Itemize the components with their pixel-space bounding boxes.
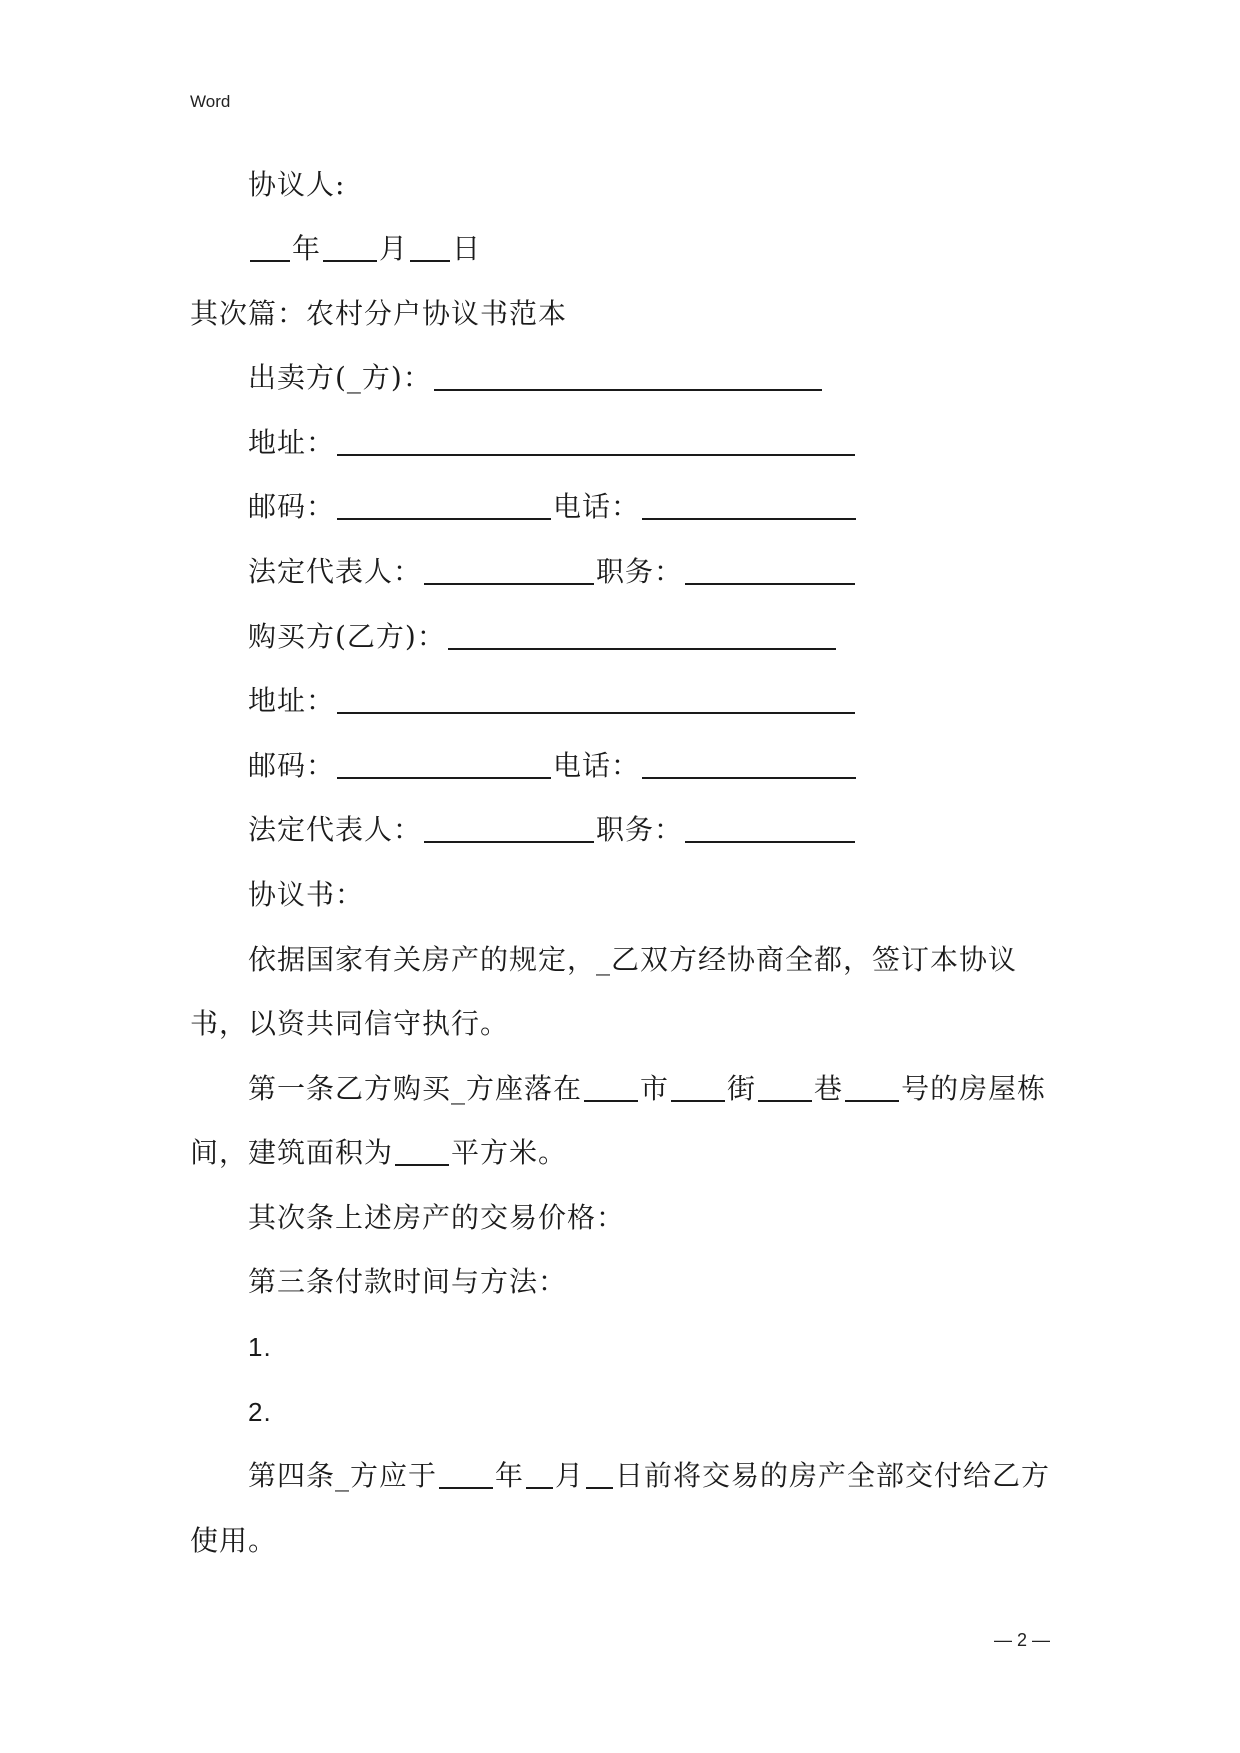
day-label: 日 [452, 232, 482, 265]
phone-blank-1 [642, 488, 856, 520]
article-1-pre: 第一条乙方购买_方座落在 [248, 1072, 583, 1105]
year-label: 年 [292, 232, 322, 265]
list-item-1: 1. [248, 1332, 272, 1362]
legal-rep-blank-1 [424, 553, 594, 585]
article-1-post: 号的房屋栋 [901, 1072, 1047, 1105]
month-label: 月 [379, 232, 409, 265]
article-4-line-2: 使用。 [190, 1524, 278, 1557]
address-label-1: 地址： [248, 426, 336, 459]
legal-rep-line-1 [248, 552, 857, 592]
legal-rep-label-2: 法定代表人： [248, 813, 423, 846]
buyer-line [248, 617, 838, 657]
city-label: 市 [640, 1072, 670, 1105]
address-line-1 [248, 423, 857, 463]
page-number: — 2 — [993, 1630, 1050, 1650]
day-blank [410, 230, 450, 262]
postcode-label-1: 邮码： [248, 490, 336, 523]
agreement-label: 协议书： [248, 878, 365, 911]
month-blank [323, 230, 377, 262]
deadline-year-blank [439, 1457, 493, 1489]
address-label-2: 地址： [248, 684, 336, 717]
position-blank-2 [685, 811, 855, 843]
address-blank-1 [337, 424, 855, 456]
postcode-phone-line-2 [248, 746, 858, 786]
header-label: Word [190, 92, 231, 111]
article-1-line-1 [248, 1069, 1046, 1109]
article-3: 第三条付款时间与方法： [248, 1265, 568, 1298]
position-label-1: 职务： [596, 555, 684, 588]
postcode-phone-line-1 [248, 487, 858, 527]
lane-blank [758, 1070, 812, 1102]
phone-blank-2 [642, 747, 856, 779]
street-label: 街 [727, 1072, 757, 1105]
deadline-year-label: 年 [495, 1459, 525, 1492]
lane-label: 巷 [814, 1072, 844, 1105]
street-blank [671, 1070, 725, 1102]
postcode-blank-1 [337, 488, 551, 520]
legal-rep-line-2 [248, 810, 857, 850]
deadline-day-blank [586, 1457, 613, 1489]
deadline-month-label: 月 [555, 1459, 585, 1492]
seller-label: 出卖方(_方)： [248, 361, 432, 394]
seller-line [248, 358, 824, 398]
buyer-label: 购买方(乙方)： [248, 620, 446, 653]
seller-blank [434, 359, 822, 391]
area-unit: 平方米。 [451, 1136, 568, 1169]
date-line [248, 229, 481, 269]
phone-label-2: 电话： [553, 749, 641, 782]
city-blank [584, 1070, 638, 1102]
paragraph-1-line-2: 书，以资共同信守执行。 [190, 1007, 510, 1040]
area-blank [395, 1134, 449, 1166]
position-label-2: 职务： [596, 813, 684, 846]
legal-rep-label-1: 法定代表人： [248, 555, 423, 588]
list-item-2: 2. [248, 1397, 272, 1427]
article-2: 其次条上述房产的交易价格： [248, 1201, 626, 1234]
year-blank [250, 230, 290, 262]
signer-line [248, 165, 345, 205]
position-blank-1 [685, 553, 855, 585]
paragraph-1-line-1: 依据国家有关房产的规定，_乙双方经协商全都，签订本协议 [248, 943, 1018, 976]
section-title: 其次篇：农村分户协议书范本 [190, 297, 568, 330]
article-4-line-1 [248, 1456, 1050, 1496]
address-line-2 [248, 681, 857, 721]
signer-label: 协议人: [248, 168, 346, 201]
postcode-label-2: 邮码： [248, 749, 336, 782]
postcode-blank-2 [337, 747, 551, 779]
article-4-post: 日前将交易的房产全部交付给乙方 [615, 1459, 1051, 1492]
buyer-blank [448, 618, 836, 650]
deadline-month-blank [526, 1457, 553, 1489]
phone-label-1: 电话： [553, 490, 641, 523]
number-blank [845, 1070, 899, 1102]
article-4-pre: 第四条_方应于 [248, 1459, 438, 1492]
address-blank-2 [337, 682, 855, 714]
legal-rep-blank-2 [424, 811, 594, 843]
article-1-line-2 [190, 1133, 567, 1173]
area-label: 间，建筑面积为 [190, 1136, 394, 1169]
